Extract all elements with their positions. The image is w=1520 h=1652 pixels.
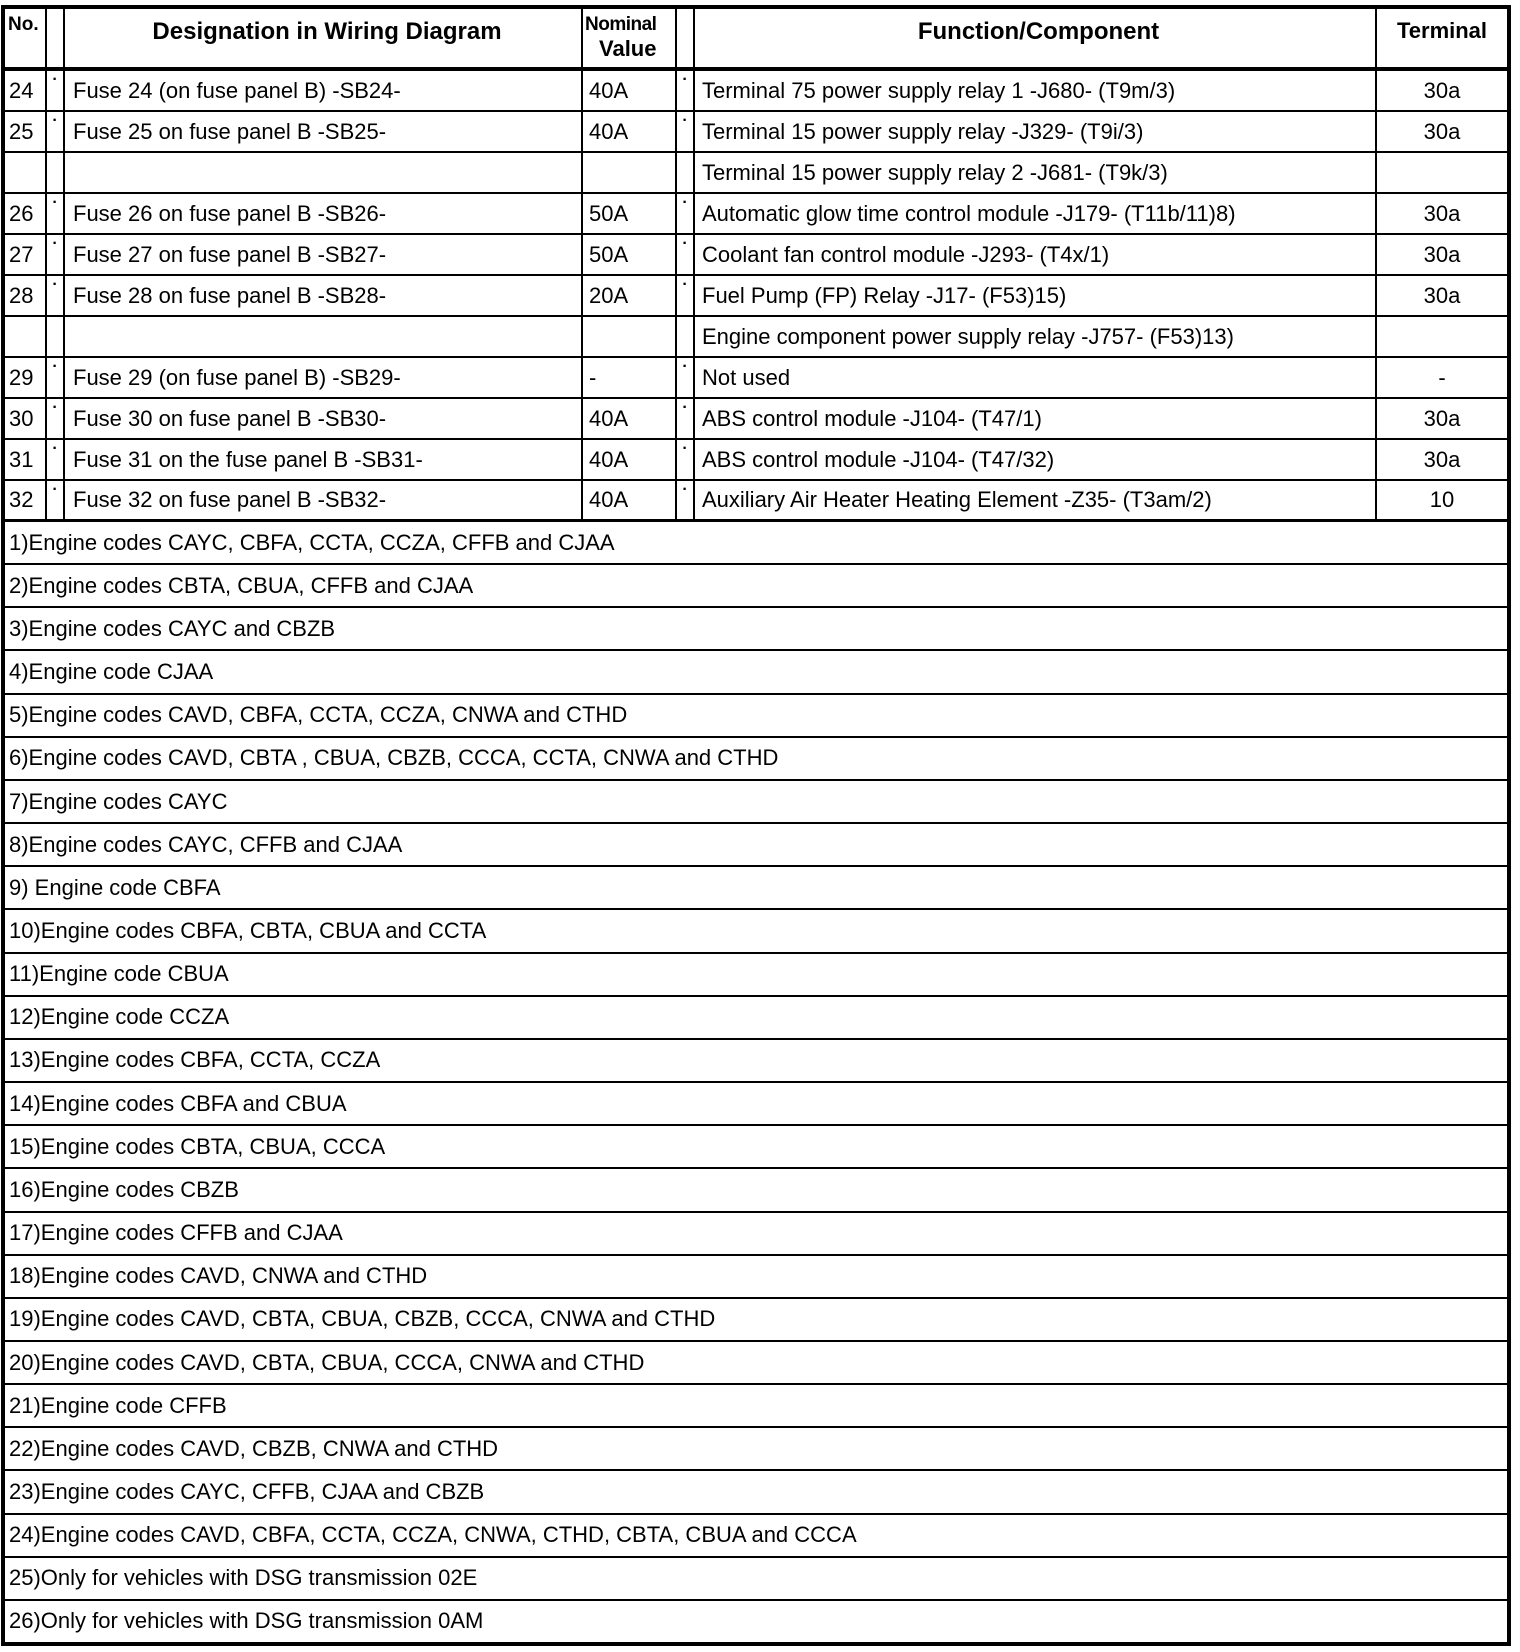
cell-fuse-number: 24 [5, 71, 47, 110]
fuse-table-row [5, 481, 1507, 522]
footnote-text: 18)Engine codes CAVD, CNWA and CTHD [9, 1263, 428, 1289]
footnote-row [5, 1385, 1507, 1428]
footnote-row [5, 608, 1507, 651]
cell-nominal-value: 50A [583, 235, 677, 274]
header-nominal-line2: Value [599, 35, 657, 61]
footnote-marker-dot: · [677, 440, 695, 479]
footnote-row [5, 1601, 1507, 1642]
footnote-text: 19)Engine codes CAVD, CBTA, CBUA, CBZB, CCCA, CNWA and CTHD [9, 1306, 716, 1332]
cell-function: Fuel Pump (FP) Relay -J17- (F53)15) [695, 276, 1377, 315]
footnote-row [5, 1083, 1507, 1126]
cell-function: Terminal 75 power supply relay 1 -J680- (T9m/3) [695, 71, 1377, 110]
fuse-table-row [5, 235, 1507, 276]
footnote-marker-dot: · [677, 276, 695, 315]
footnote-row [5, 824, 1507, 867]
footnote-marker-dot: · [677, 194, 695, 233]
header-nominal-value [583, 9, 677, 67]
footnote-marker-dot: · [677, 481, 695, 519]
footnote-marker-dot: · [47, 112, 65, 151]
fuse-assignment-table [1, 5, 1511, 1646]
cell-designation: Fuse 29 (on fuse panel B) -SB29- [65, 358, 583, 397]
cell-terminal: 10 [1429, 487, 1455, 512]
header-nominal-line1: Nominal [585, 14, 657, 35]
footnote-text: 2)Engine codes CBTA, CBUA, CFFB and CJAA [9, 572, 474, 598]
footnote-text: 11)Engine code CBUA [9, 961, 229, 987]
fuse-table-row [5, 276, 1507, 317]
footnote-text: 8)Engine codes CAYC, CFFB and CJAA [9, 831, 403, 857]
footnote-marker-dot: · [47, 358, 65, 397]
cell-designation [65, 153, 583, 192]
fuse-table-row [5, 194, 1507, 235]
cell-terminal: 30a [1423, 77, 1461, 103]
footnote-row [5, 1040, 1507, 1083]
cell-function: Auxiliary Air Heater Heating Element -Z35- (T3am/2) [695, 481, 1377, 519]
cell-function: Not used [695, 358, 1377, 397]
footnote-row [5, 781, 1507, 824]
footnote-marker-dot: · [47, 440, 65, 479]
cell-terminal: 30a [1423, 405, 1461, 431]
footnote-text: 13)Engine codes CBFA, CCTA, CCZA [9, 1047, 381, 1073]
cell-fuse-number: 29 [5, 358, 47, 397]
footnote-row [5, 1428, 1507, 1471]
cell-terminal [1377, 153, 1507, 192]
footnote-row [5, 1256, 1507, 1299]
cell-designation: Fuse 30 on fuse panel B -SB30- [65, 399, 583, 438]
cell-nominal-value: 40A [583, 112, 677, 151]
cell-function: Terminal 15 power supply relay 2 -J681- (T9k/3) [695, 153, 1377, 192]
footnote-text: 9) Engine code CBFA [9, 874, 221, 900]
cell-nominal-value: 50A [583, 194, 677, 233]
cell-function: Engine component power supply relay -J757- (F53)13) [695, 317, 1377, 356]
cell-fuse-number [5, 153, 47, 192]
cell-nominal-value [583, 317, 677, 356]
cell-fuse-number: 25 [5, 112, 47, 151]
footnote-marker-dot: · [677, 399, 695, 438]
footnote-text: 22)Engine codes CAVD, CBZB, CNWA and CTHD [9, 1435, 499, 1461]
cell-designation: Fuse 31 on the fuse panel B -SB31- [65, 440, 583, 479]
cell-nominal-value: 40A [583, 399, 677, 438]
footnote-row [5, 651, 1507, 694]
cell-fuse-number: 26 [5, 194, 47, 233]
footnote-row [5, 1558, 1507, 1601]
footnote-text: 23)Engine codes CAYC, CFFB, CJAA and CBZB [9, 1479, 485, 1505]
footnote-row [5, 1342, 1507, 1385]
cell-terminal [1377, 317, 1507, 356]
fuse-table-row [5, 358, 1507, 399]
header-designation: Designation in Wiring Diagram [65, 9, 583, 67]
cell-function: ABS control module -J104- (T47/32) [695, 440, 1377, 479]
footnote-text: 25)Only for vehicles with DSG transmission 02E [9, 1565, 478, 1591]
fuse-table-row [5, 153, 1507, 194]
cell-function: Coolant fan control module -J293- (T4x/1) [695, 235, 1377, 274]
footnote-text: 15)Engine codes CBTA, CBUA, CCCA [9, 1133, 386, 1159]
footnote-row [5, 1169, 1507, 1212]
footnote-text: 5)Engine codes CAVD, CBFA, CCTA, CCZA, CNWA and CTHD [9, 702, 628, 728]
header-terminal: Terminal [1396, 18, 1488, 43]
footnote-marker-dot: · [677, 71, 695, 110]
footnote-text: 3)Engine codes CAYC and CBZB [9, 615, 336, 641]
footnote-marker-dot: · [47, 481, 65, 519]
cell-designation: Fuse 24 (on fuse panel B) -SB24- [65, 71, 583, 110]
footnote-text: 20)Engine codes CAVD, CBTA, CBUA, CCCA, CNWA and CTHD [9, 1349, 645, 1375]
footnote-row [5, 1299, 1507, 1342]
footnote-marker-dot: · [47, 194, 65, 233]
cell-designation: Fuse 27 on fuse panel B -SB27- [65, 235, 583, 274]
footnote-row [5, 954, 1507, 997]
footnote-row [5, 1213, 1507, 1256]
header-no: No. [5, 9, 47, 67]
footnote-row [5, 1471, 1507, 1514]
cell-designation: Fuse 32 on fuse panel B -SB32- [65, 481, 583, 519]
footnote-text: 24)Engine codes CAVD, CBFA, CCTA, CCZA, CNWA, CTHD, CBTA, CBUA and CCCA [9, 1522, 857, 1548]
cell-fuse-number: 32 [5, 481, 47, 519]
header-marker-col-1 [47, 9, 65, 67]
footnote-text: 16)Engine codes CBZB [9, 1176, 239, 1202]
cell-nominal-value: 40A [583, 481, 677, 519]
footnote-marker-dot [47, 153, 65, 192]
cell-function: Terminal 15 power supply relay -J329- (T9i/3) [695, 112, 1377, 151]
fuse-table-row [5, 317, 1507, 358]
fuse-table-row [5, 71, 1507, 112]
footnote-row [5, 997, 1507, 1040]
cell-nominal-value: 20A [583, 276, 677, 315]
footnote-text: 12)Engine code CCZA [9, 1004, 230, 1030]
footnote-text: 17)Engine codes CFFB and CJAA [9, 1220, 343, 1246]
cell-fuse-number: 28 [5, 276, 47, 315]
footnote-marker-dot [677, 153, 695, 192]
footnote-row [5, 1126, 1507, 1169]
fuse-table-row [5, 399, 1507, 440]
footnote-text: 26)Only for vehicles with DSG transmission 0AM [9, 1608, 484, 1634]
footnote-row [5, 738, 1507, 781]
footnote-marker-dot [677, 317, 695, 356]
cell-function: ABS control module -J104- (T47/1) [695, 399, 1377, 438]
cell-nominal-value: 40A [583, 440, 677, 479]
footnote-text: 1)Engine codes CAYC, CBFA, CCTA, CCZA, CFFB and CJAA [9, 529, 615, 555]
cell-terminal: 30a [1423, 241, 1461, 267]
footnote-marker-dot [47, 317, 65, 356]
footnote-text: 14)Engine codes CBFA and CBUA [9, 1090, 347, 1116]
cell-terminal: 30a [1423, 282, 1461, 308]
footnote-marker-dot: · [47, 71, 65, 110]
cell-fuse-number: 31 [5, 440, 47, 479]
fuse-table-row [5, 112, 1507, 153]
cell-fuse-number: 30 [5, 399, 47, 438]
cell-fuse-number [5, 317, 47, 356]
cell-nominal-value: - [583, 358, 677, 397]
footnote-marker-dot: · [677, 235, 695, 274]
footnote-row [5, 1515, 1507, 1558]
footnote-row [5, 867, 1507, 910]
cell-designation: Fuse 26 on fuse panel B -SB26- [65, 194, 583, 233]
footnote-row [5, 695, 1507, 738]
footnote-row [5, 910, 1507, 953]
footnote-text: 4)Engine code CJAA [9, 659, 214, 685]
cell-terminal: 30a [1423, 446, 1461, 472]
cell-designation: Fuse 28 on fuse panel B -SB28- [65, 276, 583, 315]
cell-nominal-value [583, 153, 677, 192]
footnote-marker-dot: · [677, 358, 695, 397]
cell-terminal: 30a [1423, 200, 1461, 226]
cell-designation [65, 317, 583, 356]
cell-nominal-value: 40A [583, 71, 677, 110]
fuse-table-row [5, 440, 1507, 481]
footnote-row [5, 522, 1507, 565]
footnote-text: 21)Engine code CFFB [9, 1392, 227, 1418]
footnote-marker-dot: · [47, 235, 65, 274]
footnote-text: 10)Engine codes CBFA, CBTA, CBUA and CCTA [9, 917, 487, 943]
footnote-row [5, 565, 1507, 608]
cell-fuse-number: 27 [5, 235, 47, 274]
footnote-marker-dot: · [677, 112, 695, 151]
cell-designation: Fuse 25 on fuse panel B -SB25- [65, 112, 583, 151]
cell-terminal: 30a [1423, 118, 1461, 144]
cell-function: Automatic glow time control module -J179- (T11b/11)8) [695, 194, 1377, 233]
header-function: Function/Component [695, 9, 1377, 67]
header-marker-col-2 [677, 9, 695, 67]
cell-terminal: - [1438, 364, 1446, 390]
footnote-text: 7)Engine codes CAYC [9, 788, 228, 814]
footnote-text: 6)Engine codes CAVD, CBTA , CBUA, CBZB, CCCA, CCTA, CNWA and CTHD [9, 745, 779, 771]
table-header-row [5, 9, 1507, 71]
footnote-marker-dot: · [47, 399, 65, 438]
footnote-marker-dot: · [47, 276, 65, 315]
